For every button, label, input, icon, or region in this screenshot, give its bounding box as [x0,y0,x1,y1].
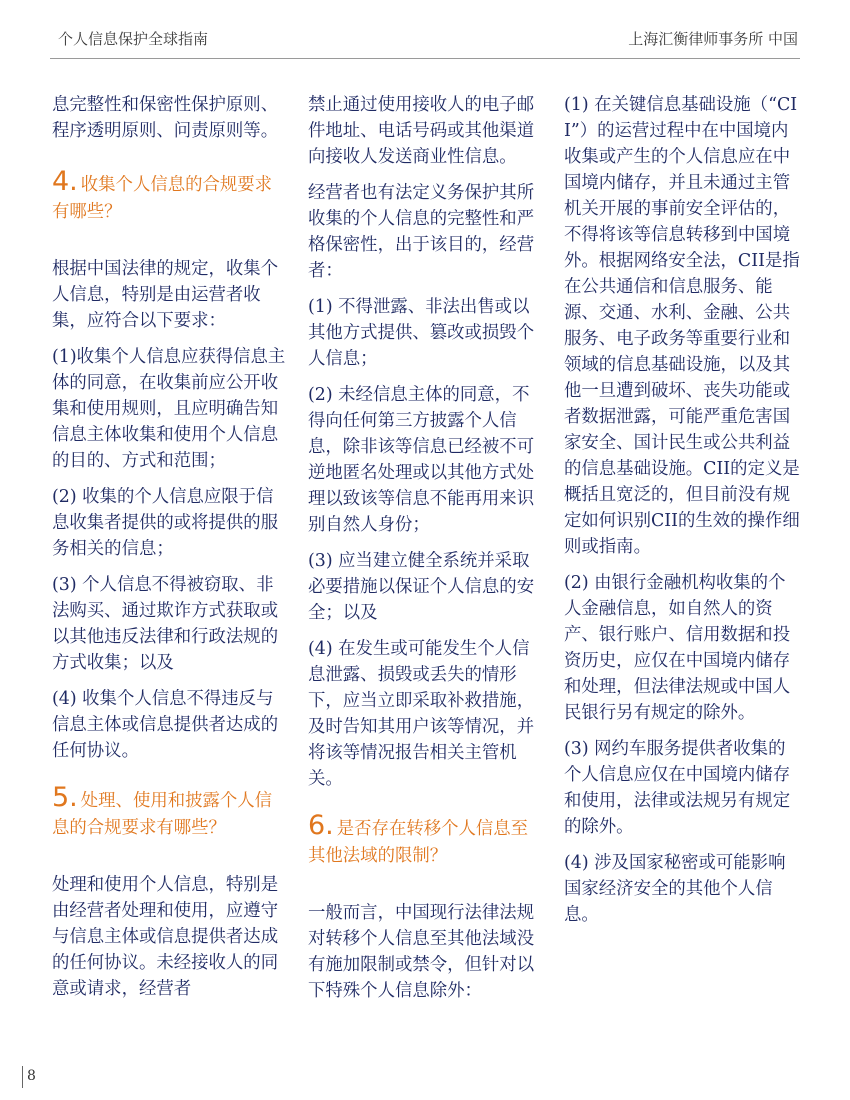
section-heading-4 [52,168,288,226]
list-item: (4) 收集个人信息不得违反与信息主体或信息提供者达成的任何协议。 [52,689,279,761]
heading-text: 处理、使用和披露个人信息的合规要求有哪些？ [52,791,273,838]
paragraph: 经营者也有法定义务保护其所收集的个人信息的完整性和严格保密性，出于该目的，经营者： [308,183,535,281]
column-1 [52,92,288,1012]
list-item: (1) 在关键信息基础设施（“CII”）的运营过程中在中国境内收集或产生的个人信息应在中国境内储存，并且未通过主管机关开展的事前安全评估的，不得将该等信息转移到中国境外。根据网络安全法，CII是指在公共通信和信息服务、能源、交通、水利、金融、公共服务、电子政务等重要行业和领域的信息基础设施，以及其他一旦遭到破坏、丧失功能或者数据泄露，可能严重危害国家安全、国计民生或公共利益的信息基础设施。CII的定义是概括且宽泛的，但目前没有规定如何识别CII的生效的操作细则或指南。 [564,95,800,557]
heading-text: 是否存在转移个人信息至其他法域的限制？ [308,819,529,866]
list-item: (2) 收集的个人信息应限于信息收集者提供的或将提供的服务相关的信息； [52,487,279,559]
list-item: (4) 涉及国家秘密或可能影响国家经济安全的其他个人信息。 [564,853,786,925]
column-2 [308,92,544,1014]
heading-number: 5. [52,782,78,813]
heading-number: 6. [308,810,334,841]
section-heading-5 [52,784,288,842]
folio-rule [22,1066,23,1088]
list-item: (3) 应当建立健全系统并采取必要措施以保证个人信息的安全；以及 [308,551,535,623]
column-3 [564,92,800,938]
paragraph: 根据中国法律的规定，收集个人信息，特别是由运营者收集，应符合以下要求： [52,259,279,331]
header-title: 个人信息保护全球指南 [58,30,209,48]
running-header [50,24,800,52]
list-item: (3) 个人信息不得被窃取、非法购买、通过欺诈方式获取或以其他违反法律和行政法规的方式收集；以及 [52,575,279,673]
heading-number: 4. [52,166,78,197]
paragraph: 一般而言，中国现行法律法规对转移个人信息至其他法域没有施加限制或禁令，但针对以下特殊个人信息除外： [308,903,535,1001]
list-item: (2) 未经信息主体的同意，不得向任何第三方披露个人信息，除非该等信息已经被不可逆地匿名处理或以其他方式处理以致该等信息不能再用来识别自然人身份； [308,385,535,535]
paragraph: 禁止通过使用接收人的电子邮件地址、电话号码或其他渠道向接收人发送商业性信息。 [308,95,535,167]
heading-text: 收集个人信息的合规要求有哪些？ [52,175,273,222]
list-item: (3) 网约车服务提供者收集的个人信息应仅在中国境内储存和使用，法律或法规另有规定的除外。 [564,739,791,837]
list-item: (4) 在发生或可能发生个人信息泄露、损毁或丢失的情形下，应当立即采取补救措施，及时告知其用户该等情况，并将该等情况报告相关主管机关。 [308,639,535,789]
paragraph: 息完整性和保密性保护原则、程序透明原则、问责原则等。 [52,95,279,141]
list-item: (2) 由银行金融机构收集的个人金融信息，如自然人的资产、银行账户、信用数据和投资历史，应仅在中国境内储存和处理，但法律法规或中国人民银行另有规定的除外。 [564,573,791,723]
list-item: (1)收集个人信息应获得信息主体的同意，在收集前应公开收集和使用规则，且应明确告知信息主体收集和使用个人信息的目的、方式和范围； [52,347,286,471]
paragraph: 处理和使用个人信息，特别是由经营者处理和使用，应遵守与信息主体或信息提供者达成的任何协议。未经接收人的同意或请求，经营者 [52,875,279,999]
header-rule [50,58,800,59]
list-item: (1) 不得泄露、非法出售或以其他方式提供、篡改或损毁个人信息； [308,297,535,369]
page-number-text: 8 [27,1068,36,1084]
header-firm: 上海汇衡律师事务所 中国 [628,30,798,48]
section-heading-6 [308,812,544,870]
